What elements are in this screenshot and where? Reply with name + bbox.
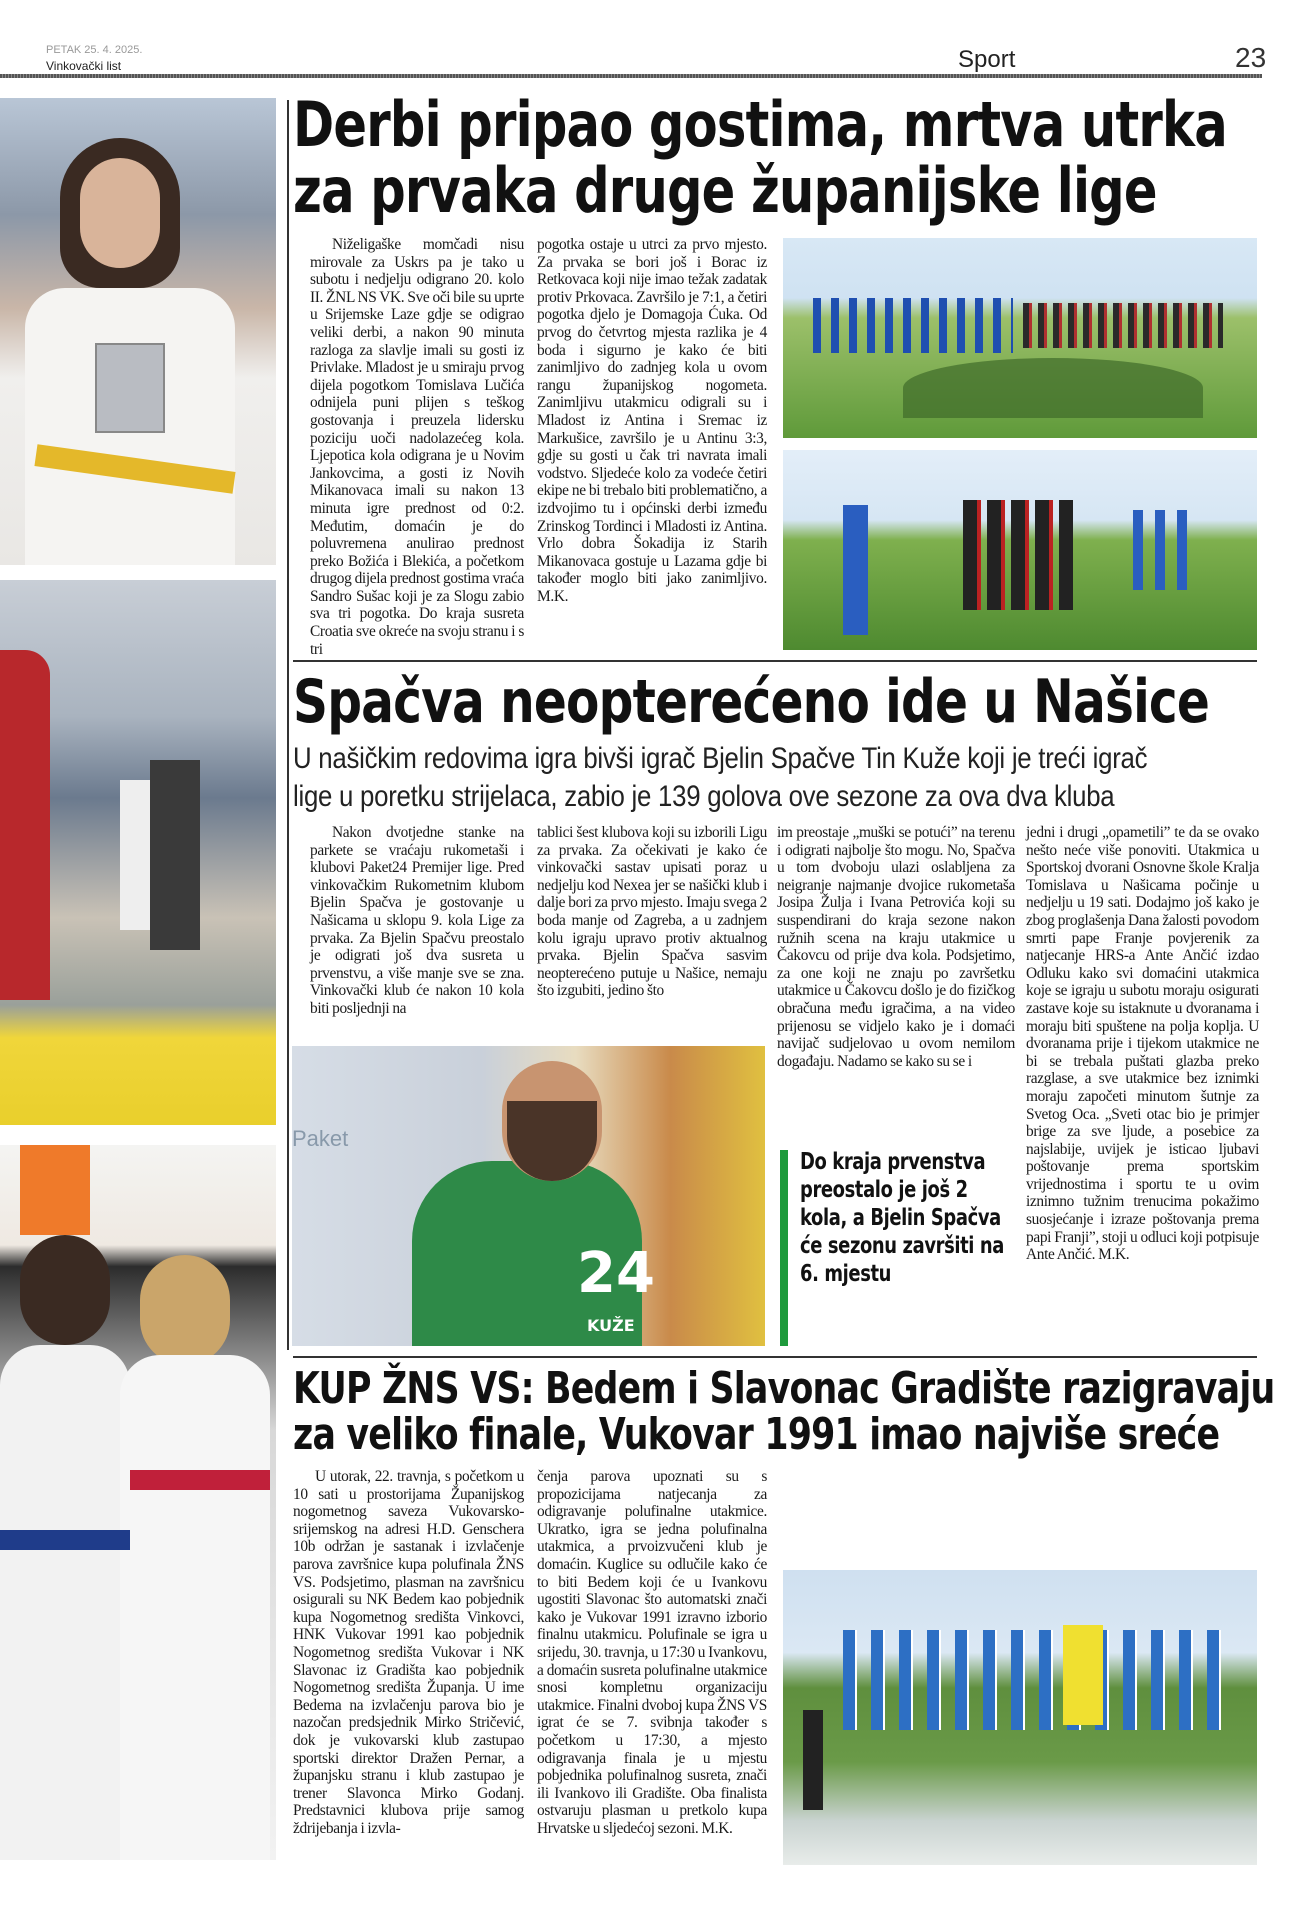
paket-banner: Paket — [292, 1126, 349, 1151]
issue-date: PETAK 25. 4. 2025. — [46, 44, 143, 56]
photo-handball-player — [292, 1046, 765, 1346]
article3-column-1: U utorak, 22. travnja, s početkom u 10 sati u prostorijama Županijskog nogometnog saveza Vukovarsko-srijemskog na adresi H.D. Genschera 10b održan je sastanak i izvlačenje parova završnice kupa polufinala ŽNS VS. Podsjetimo, plasman na završnicu osigurali su NK Bedem kao pobjednik kupa Nogometnog središta Vinkovci, HNK Vukovar 1991 kao pobjednik Nogometnog središta Vukovar i NK Slavonac iz Gradišta kao pobjednik Nogometnog središta Županja. U ime Bedema na izvlačenju parova bio je nazočan predsjednik Mirko Stričević, dok je vukovarski klub zastupao sportski direktor Dražen Pernar, a županjsku stranu i klub zastupao je trener Slavonca Mirko Godanj. Predstavnici klubova prije samog ždrijebanja i izvla- — [293, 1468, 524, 1837]
header-rule — [0, 74, 1262, 78]
photo-judo-girl-medal — [0, 98, 276, 565]
page-number: 23 — [1235, 42, 1267, 73]
article2-column-1: Nakon dvotjedne stanke na parkete se vraćaju rukometaši i klubovi Paket24 Premijer lige. Pred vinkovačkim Rukometnim klubom Bjelin Spačva je gostovanje u Našicama u sklopu 9. kola Lige za prvaka. Za Bjelin Spačvu preostalo je odigrati još dva susreta u prvenstvu, a više manje sve se zna. Vinkovački klub će nakon 10 kola biti posljednji na — [310, 824, 524, 1017]
photo-football-celebration — [783, 450, 1257, 650]
article3-headline-line2: za veliko finale, Vukovar 1991 imao najviše sreće — [293, 1409, 1220, 1460]
article2-subheadline-line1: U našičkim redovima igra bivši igrač Bjelin Spačve Tin Kuže koji je treći igrač — [293, 742, 1148, 775]
article2-column-3: im preostaje „muški se potući” na terenu i odigrati najbolje što mogu. No, Spačva u tom dvoboju ulazi oslabljena za neigranje najmanje dvojice rukometaša Josipa Žulja i Ivana Petrovića koji su suspendirani do kraja sezone nakon ružnih scena na kraju utakmice u Čakovcu od prije dva kola. Podsjetimo, za one koji ne znaju po završetku utakmice u Čakovcu došlo je do fizičkog obračuna među igračima, a na video prijenosu se vidjelo kako je i domaći navijač sudjelovao u ovom nemilom događaju. Nadamo se kako su se i — [777, 824, 1015, 1070]
article1-headline — [293, 88, 1227, 227]
article1-column-1: Niželigaške momčadi nisu mirovale za Uskrs pa je tako u subotu i nedjelju odigrano 20. kolo II. ŽNL NS VK. Sve oči bile su uprte u Srijemske Laze gdje se odigrao veliki derbi, a nakon 90 minuta razloga za slavlje imali su gosti iz Privlake. Mladost je u smiraju prvog dijela pogotkom Tomislava Lučića odnijela puni plijen s teškog gostovanja i preuzela lidersku poziciju uoči nadolazećeg kola. Ljepotica kola odigrana je u Novim Jankovcima, a gosti iz Novih Mikanovaca imali su nakon 13 minuta igre prednost od 0:2. Međutim, domaćin je do poluvremena anulirao prednost preko Božića i Blekića, a početkom drugog dijela prednost gostima vraća Sandro Sušac koji je za Slogu zabio sva tri pogotka. Do kraja susreta Croatia sve okreće na svoju stranu i s tri — [310, 236, 524, 658]
section-title: Sport — [958, 46, 1016, 73]
article-divider — [293, 1356, 1257, 1358]
article2-subheadline-line2: lige u poretku strijelaca, zabio je 139 golova ove sezone za ova dva kluba — [293, 780, 1115, 813]
jersey-number: 24 — [577, 1241, 655, 1306]
article1-headline-line1: Derbi pripao gostima, mrtva utrka — [293, 88, 1227, 161]
article2-column-2: tablici šest klubova koji su izborili Ligu za prvaka. Za očekivati je kako će vinkovački sastav upisati poraz u nedjelju kod Nexea jer se našički klub i dalje bori za prvo mjesto. Imaju svega 2 boda manje od Zagreba, a u zadnjem kolu igraju upravo protiv aktualnog prvaka. Bjelin Spačva sasvim neopterećeno putuje u Našice, nemaju što izgubiti, jedino što — [537, 824, 767, 1000]
newspaper-name: Vinkovački list — [46, 59, 122, 73]
article1-column-2: pogotka ostaje u utrci za prvo mjesto. Za prvaka se bori još i Borac iz Retkovaca koji nije imao težak zadatak protiv Prkovaca. Završilo je 7:1, a četiri pogotka djelo je Domagoja Ćuka. Od prvog do četvrtog mjesta razlika je 4 boda i sigurno je kako će biti zanimljivo do zadnjeg kola u ovom rangu županijskog nogometa. Zanimljivu utakmicu odigrali su i Mladost iz Antina i Sremac iz Markušice, završilo je u Antinu 3:3, gdje su gosti u čak tri navrata imali vodstvo. Sljedeće kolo za vodeće četiri ekipe ne bi trebalo biti problematično, a izdvojimo tu i općinski derbi između Zrinskog Tordinci i Mladosti iz Antina. Vrlo dobra Šokadija iz Starih Mikanovaca gostuje u Lazama gdje bi također moglo biti jako zanimljivo. M.K. — [537, 236, 767, 605]
pullquote: Do kraja prvenstva preostalo je još 2 kola, a Bjelin Spačva će sezonu završiti na 6. mjestu — [800, 1149, 1005, 1287]
article3-headline — [293, 1363, 1275, 1460]
article1-headline-line2: za prvaka druge županijske lige — [293, 154, 1157, 227]
article3-headline-line1: KUP ŽNS VS: Bedem i Slavonac Gradište razigravaju — [293, 1363, 1275, 1414]
article2-subheadline — [293, 740, 1147, 816]
article-divider — [293, 660, 1257, 662]
pullquote-bar — [780, 1150, 788, 1346]
column-divider — [287, 100, 289, 1350]
photo-football-lineup — [783, 238, 1257, 438]
article3-column-2: čenja parova upoznati su s propozicijama natjecanja za odigravanje polufinalne utakmice. Ukratko, igra se jedna polufinalna utakmica, a prvoizvučeni klub je domaćin. Kuglice su odlučile kako će to biti Bedem koji će u Ivankovu ugostiti Slavonac što automatski znači kako je Vukovar 1991 izravno izborio finalnu utakmicu. Polufinale se igra u srijedu, 30. travnja, u 17:30 u Ivankovu, a domaćin susreta polufinalne utakmice snosi kompletnu organizaciju utakmice. Finalni dvoboj kupa ŽNS VS igrat će se 7. svibnja također s početkom u 17:30, a mjesto odigravanja finala je u mjestu pobjednika polufinalnog susreta, znači ili Ivankovo ili Gradište. Oba finalista ostvaruju plasman u pretkolo kupa Hrvatske u sljedećoj sezoni. M.K. — [537, 1468, 767, 1837]
photo-judo-hall — [0, 580, 276, 1125]
jersey-name: KUŽE — [587, 1316, 635, 1335]
article2-headline: Spačva neopterećeno ide u Našice — [293, 667, 1210, 737]
photo-judo-medalists — [0, 1145, 276, 1860]
article2-column-4: jedni i drugi „opametili” te da se ovako nešto neće više ponoviti. Utakmica u Sportskoj dvorani Osnovne škole Kralja Tomislava u Našicama počinje u nedjelju u 19 sati. Dodajmo još kako je zbog proglašenja Dana žalosti povodom smrti pape Franje povjerenik za natjecanje HRS-a Ante Ančić izdao Odluku kako svi domaćini utakmica koje se igraju u subotu moraju osigurati zastave koje su istaknute u dvoranama i moraju biti spuštene na polja koplja. U dvoranama prije i tijekom utakmice ne bi se trebala puštati glazba preko razglase, a sve utakmice bez iznimki moraju započeti minutom šutnje za Svetog Oca. „Sveti otac bio je primjer brige za sve ljude, a posebice za najslabije, uvijek je isticao ljubavi poštovanje prema sportskim vrijednostima i sportu te u ovim iznimno tužnim trenucima pokažimo suosjećanje i izraze poštovanja prema papi Franji”, stoji u odluci koji potpisuje Ante Ančić. M.K. — [1026, 824, 1259, 1264]
photo-team-celebration — [783, 1570, 1257, 1865]
